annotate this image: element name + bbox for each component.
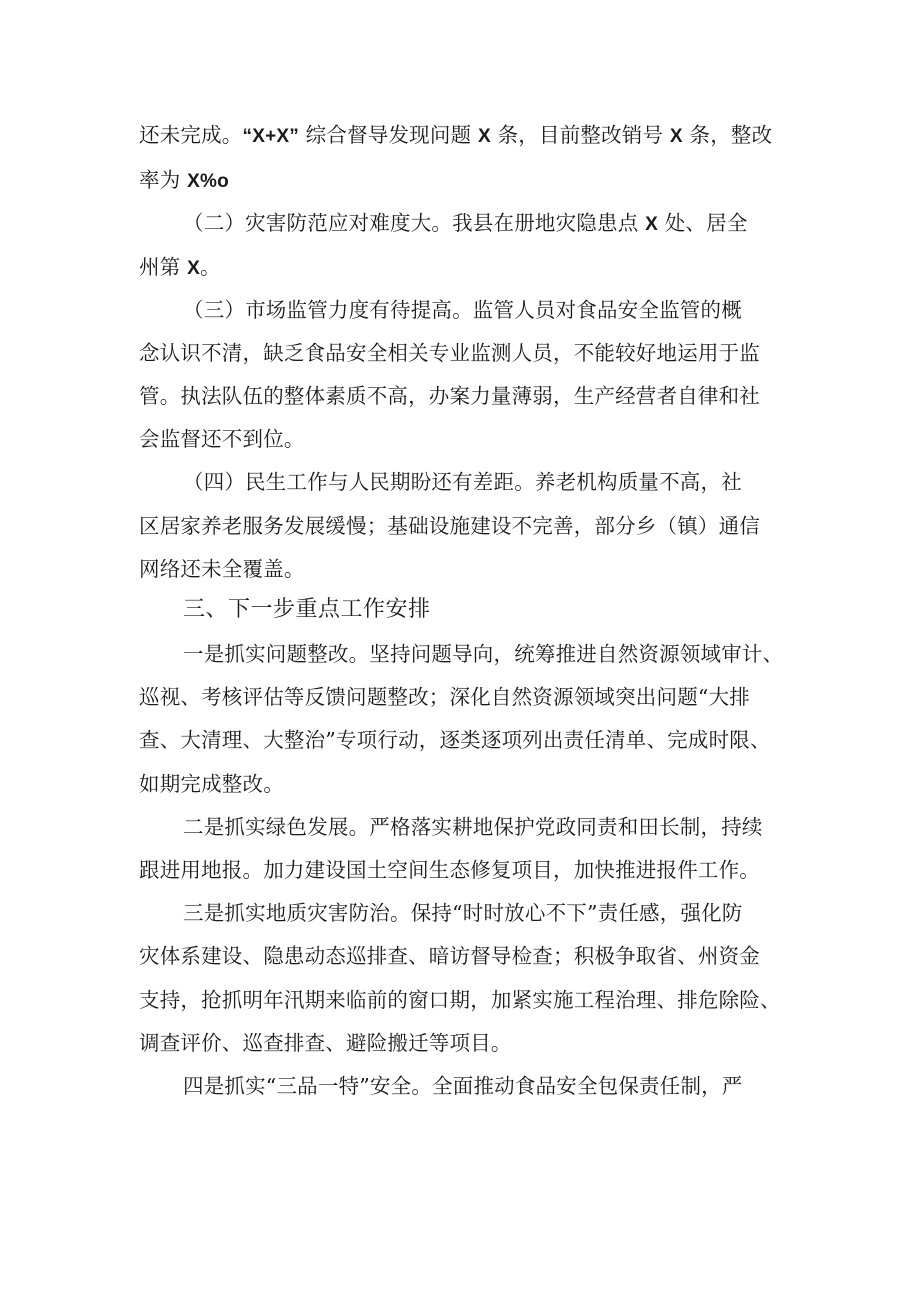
section-heading: 三、下一步重点工作安排 (183, 597, 431, 622)
paragraph-7-line-4: 调查评价、巡查排查、避险搬迁等项目。 (139, 1031, 512, 1055)
paragraph-7-line-2: 灾体系建设、隐患动态巡排查、暗访督导检查；积极争取省、州资金 (139, 944, 760, 968)
text-span: 综合督导发现问题 (298, 123, 478, 147)
paragraph-7-line-3: 支持，抢抓明年汛期来临前的窗口期，加紧实施工程治理、排危除险、 (139, 988, 781, 1012)
paragraph-4-line-1: （四）民生工作与人民期盼还有差距。养老机构质量不高，社 (183, 470, 742, 494)
paragraph-2-line-2 (139, 253, 221, 283)
paragraph-1-line-1 (139, 121, 772, 151)
text-span: 条，整改 (682, 123, 773, 147)
placeholder-x: X (187, 258, 200, 279)
paragraph-1-line-2 (139, 166, 229, 196)
text-span: 州第 (139, 255, 188, 279)
paragraph-3-line-3: 管。执法队伍的整体素质不高，办案力量薄弱，生产经营者自律和社 (139, 384, 760, 408)
placeholder-x: X (645, 214, 658, 235)
paragraph-6-line-1: 二是抓实绿色发展。严格落实耕地保护党政同责和田长制，持续 (183, 815, 763, 839)
text-span: 条，目前整改销号 (490, 123, 670, 147)
paragraph-4-line-3: 网络还未全覆盖。 (139, 557, 305, 581)
paragraph-8-line-1: 四是抓实“三品一特”安全。全面推动食品安全包保责任制，严 (183, 1074, 743, 1098)
paragraph-3-line-2: 念认识不清，缺乏食品安全相关专业监测人员，不能较好地运用于监 (139, 341, 760, 365)
paragraph-3-line-1: （三）市场监管力度有待提高。监管人员对食品安全监管的概 (183, 298, 742, 322)
paragraph-5-line-4: 如期完成整改。 (139, 772, 284, 796)
paragraph-5-line-3: 查、大清理、大整治”专项行动，逐类逐项列出责任清单、完成时限、 (139, 728, 771, 752)
text-span: 处、居全 (658, 211, 748, 235)
placeholder-x: X (478, 126, 491, 147)
paragraph-4-line-2: 区居家养老服务发展缓慢；基础设施建设不完善，部分乡（镇）通信 (139, 514, 760, 538)
placeholder-percent: X%o (187, 171, 229, 192)
placeholder-x: X (669, 126, 683, 147)
paragraph-7-line-1: 三是抓实地质灾害防治。保持“时时放心不下”责任感，强化防 (183, 901, 743, 925)
text-span: 。 (200, 255, 221, 279)
text-span: 率为 (139, 168, 188, 192)
paragraph-5-line-2: 巡视、考核评估等反馈问题整改；深化自然资源领域突出问题“大排 (139, 685, 750, 709)
text-span: （二）灾害防范应对难度大。我县在册地灾隐患点 (183, 211, 646, 235)
paragraph-3-line-4: 会监督还不到位。 (139, 427, 305, 451)
paragraph-5-line-1: 一是抓实问题整改。坚持问题导向，统筹推进自然资源领域审计、 (183, 642, 784, 666)
text-span: 还未完成。 (139, 123, 243, 147)
paragraph-2-line-1 (183, 209, 748, 239)
paragraph-6-line-2: 跟进用地报。加力建设国土空间生态修复项目，加快推进报件工作。 (139, 858, 760, 882)
placeholder-text: “X+X” (242, 126, 299, 147)
